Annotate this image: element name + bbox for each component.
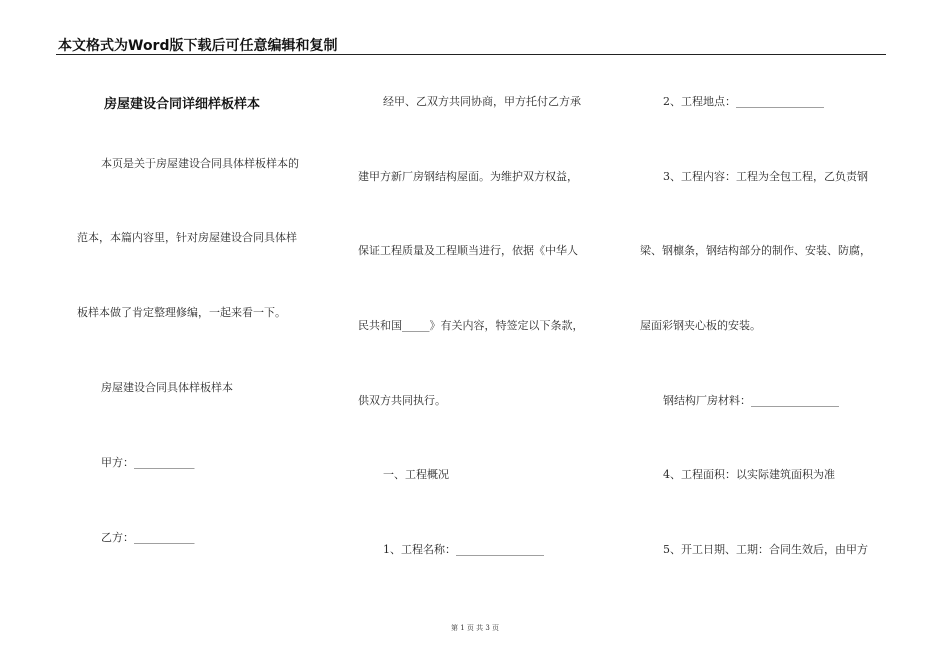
document-title: 房屋建设合同详细样板样本 [104, 97, 261, 112]
col1-line-1: 本页是关于房屋建设合同具体样板样本的 [101, 157, 299, 170]
col2-line-4: 民共和国_____》有关内容，特签定以下条款， [358, 319, 584, 332]
party-a-line: 甲方：___________ [101, 456, 195, 469]
col2-line-7: 1、工程名称：________________ [383, 543, 544, 556]
section-heading-1: 一、工程概况 [383, 468, 449, 481]
page-number: 第 1 页 共 3 页 [450, 624, 500, 632]
document-header: 本文格式为Word版下载后可任意编辑和复制 [58, 38, 338, 54]
party-b-line: 乙方：___________ [101, 531, 195, 544]
col2-line-5: 供双方共同执行。 [358, 394, 446, 407]
col1-line-4: 房屋建设合同具体样板样本 [101, 381, 233, 394]
col1-line-2: 范本，本篇内容里，针对房屋建设合同具体样 [77, 231, 297, 244]
col3-line-1: 2、工程地点：________________ [663, 95, 824, 108]
col3-line-7: 5、开工日期、工期：合同生效后，由甲方 [663, 543, 868, 556]
col2-line-1: 经甲、乙双方共同协商，甲方托付乙方承 [383, 95, 581, 108]
header-rule [56, 54, 886, 55]
col2-line-2: 建甲方新厂房钢结构屋面。为维护双方权益， [358, 170, 578, 183]
col3-line-2: 3、工程内容：工程为全包工程，乙负责钢 [663, 170, 868, 183]
col1-line-3: 板样本做了肯定整理修编，一起来看一下。 [77, 306, 286, 319]
col2-line-3: 保证工程质量及工程顺当进行，依据《中华人 [358, 244, 578, 257]
col3-line-4: 屋面彩钢夹心板的安装。 [640, 319, 761, 332]
col3-line-6: 4、工程面积：以实际建筑面积为准 [663, 468, 835, 481]
col3-line-5: 钢结构厂房材料：________________ [663, 394, 839, 407]
col3-line-3: 梁、钢檩条，钢结构部分的制作、安装、防腐， [640, 244, 871, 257]
